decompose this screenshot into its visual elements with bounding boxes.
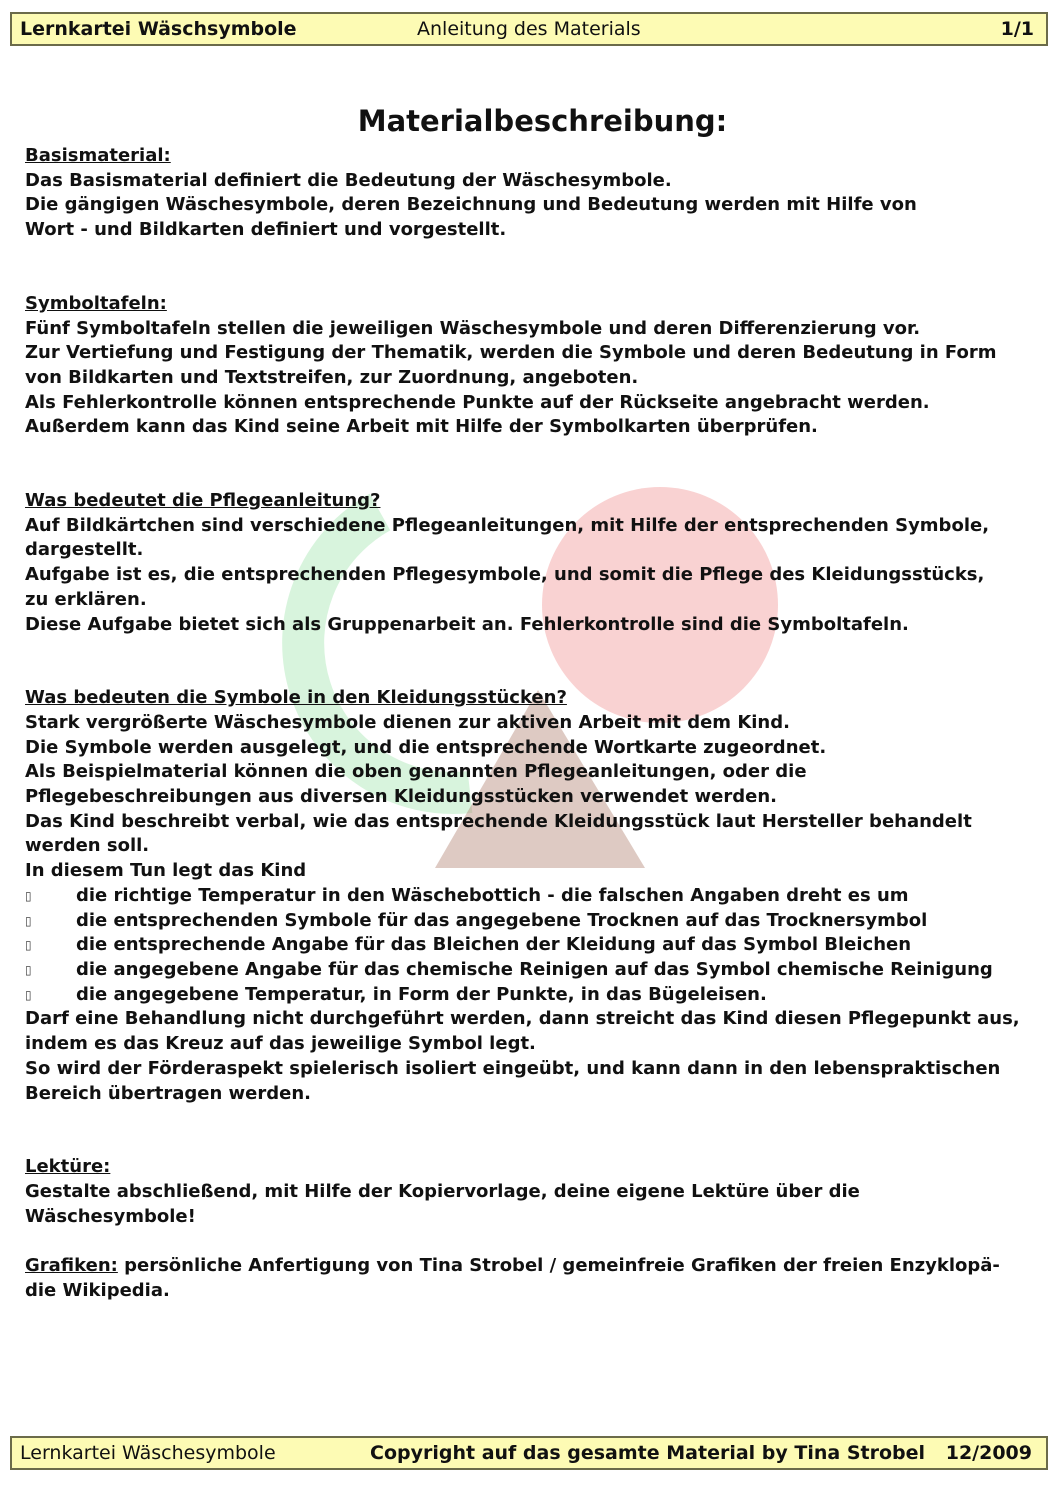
list-item	[25, 983, 1040, 1008]
bullet-icon: ▯	[25, 987, 32, 1002]
list-item-text: die angegebene Angabe für das chemische Reinigen auf das Symbol chemische Reinigung	[76, 958, 993, 980]
paragraph-line: Darf eine Behandlung nicht durchgeführt werden, dann streicht das Kind diesen Pflegepunkt aus,	[25, 1008, 1020, 1030]
list-item-text: die richtige Temperatur in den Wäschebottich - die falschen Angaben dreht es um	[76, 884, 909, 906]
list-item-text: die angegebene Temperatur, in Form der Punkte, in das Bügeleisen.	[76, 983, 767, 1005]
paragraph-line: Fünf Symboltafeln stellen die jeweiligen Wäschesymbole und deren Differenzierung vor.	[25, 317, 921, 339]
section-heading-kleidungsstuecke: Was bedeuten die Symbole in den Kleidungsstücken?	[25, 687, 567, 709]
section-heading-lektuere: Lektüre:	[25, 1156, 111, 1178]
header-subtitle: Anleitung des Materials	[417, 18, 641, 40]
paragraph-line: Außerdem kann das Kind seine Arbeit mit Hilfe der Symbolkarten überprüfen.	[25, 416, 818, 438]
list-item-text: die entsprechenden Symbole für das angegebene Trocknen auf das Trocknersymbol	[76, 909, 928, 931]
bullet-icon: ▯	[25, 888, 32, 903]
grafiken-text: persönliche Anfertigung von Tina Strobel / gemeinfreie Grafiken der freien Enzyklopä-	[117, 1255, 1000, 1277]
paragraph-line: Diese Aufgabe bietet sich als Gruppenarbeit an. Fehlerkontrolle sind die Symboltafeln.	[25, 613, 909, 635]
spacer	[25, 1106, 1040, 1155]
paragraph-line: Die Symbole werden ausgelegt, und die entsprechende Wortkarte zugeordnet.	[25, 736, 827, 758]
list-item	[25, 958, 1040, 983]
paragraph-line: Als Beispielmaterial können die oben genannten Pflegeanleitungen, oder die	[25, 761, 807, 783]
bullet-icon: ▯	[25, 938, 32, 953]
paragraph-line: In diesem Tun legt das Kind	[25, 860, 307, 882]
spacer	[25, 1229, 1040, 1254]
paragraph-line: So wird der Förderaspekt spielerisch isoliert eingeübt, und kann dann in den lebenspraktischen	[25, 1057, 1001, 1079]
paragraph-line: von Bildkarten und Textstreifen, zur Zuordnung, angeboten.	[25, 366, 639, 388]
paragraph-line: Bereich übertragen werden.	[25, 1082, 311, 1104]
list-item-text: die entsprechende Angabe für das Bleichen der Kleidung auf das Symbol Bleichen	[76, 934, 912, 956]
footer-bar	[10, 1436, 1048, 1470]
list-item	[25, 884, 1040, 909]
paragraph-line: zu erklären.	[25, 588, 147, 610]
footer-copyright: Copyright auf das gesamte Material by Tina Strobel	[370, 1442, 926, 1464]
list-item	[25, 909, 1040, 934]
header-bar	[10, 12, 1048, 46]
header-page-number: 1/1	[1000, 18, 1034, 40]
header-title: Lernkartei Wäschsymbole	[20, 18, 297, 40]
grafiken-credit	[25, 1254, 1040, 1279]
paragraph-line: Aufgabe ist es, die entsprechenden Pflegesymbole, und somit die Pflege des Kleidungsstücks,	[25, 564, 985, 586]
paragraph-line: Gestalte abschließend, mit Hilfe der Kopiervorlage, deine eigene Lektüre über die	[25, 1180, 860, 1202]
footer-title: Lernkartei Wäschesymbole	[20, 1442, 276, 1464]
paragraph-line: dargestellt.	[25, 539, 144, 561]
section-heading-basismaterial: Basismaterial:	[25, 145, 171, 166]
paragraph-line: Auf Bildkärtchen sind verschiedene Pflegeanleitungen, mit Hilfe der entsprechenden Symbole,	[25, 514, 990, 536]
spacer	[25, 243, 1040, 292]
paragraph-line: die Wikipedia.	[25, 1280, 170, 1302]
spacer	[25, 440, 1040, 489]
bullet-icon: ▯	[25, 962, 32, 977]
paragraph-line: Das Kind beschreibt verbal, wie das entsprechende Kleidungsstück laut Hersteller behandelt	[25, 810, 972, 832]
grafiken-label: Grafiken:	[25, 1255, 118, 1277]
section-heading-symboltafeln: Symboltafeln:	[25, 292, 167, 314]
document-body	[25, 98, 1040, 1304]
paragraph-line: Das Basismaterial definiert die Bedeutung der Wäschesymbole.	[25, 169, 672, 191]
section-heading-pflegeanleitung: Was bedeutet die Pflegeanleitung?	[25, 490, 381, 512]
page-title: Materialbeschreibung:	[357, 104, 728, 138]
paragraph-line: Wort - und Bildkarten definiert und vorgestellt.	[25, 219, 507, 241]
paragraph-line: Als Fehlerkontrolle können entsprechende Punkte auf der Rückseite angebracht werden.	[25, 391, 930, 413]
footer-date: 12/2009	[945, 1442, 1032, 1464]
paragraph-line: Stark vergrößerte Wäschesymbole dienen zur aktiven Arbeit mit dem Kind.	[25, 711, 790, 733]
paragraph-line: Die gängigen Wäschesymbole, deren Bezeichnung und Bedeutung werden mit Hilfe von	[25, 194, 917, 216]
paragraph-line: werden soll.	[25, 835, 150, 857]
paragraph-line: indem es das Kreuz auf das jeweilige Symbol legt.	[25, 1033, 536, 1055]
paragraph-line: Pflegebeschreibungen aus diversen Kleidungsstücken verwendet werden.	[25, 786, 777, 808]
bullet-icon: ▯	[25, 913, 32, 928]
list-item	[25, 933, 1040, 958]
paragraph-line: Zur Vertiefung und Festigung der Thematik, werden die Symbole und deren Bedeutung in Form	[25, 342, 997, 364]
paragraph-line: Wäschesymbole!	[25, 1205, 196, 1227]
spacer	[25, 637, 1040, 686]
care-steps-list	[25, 884, 1040, 1008]
